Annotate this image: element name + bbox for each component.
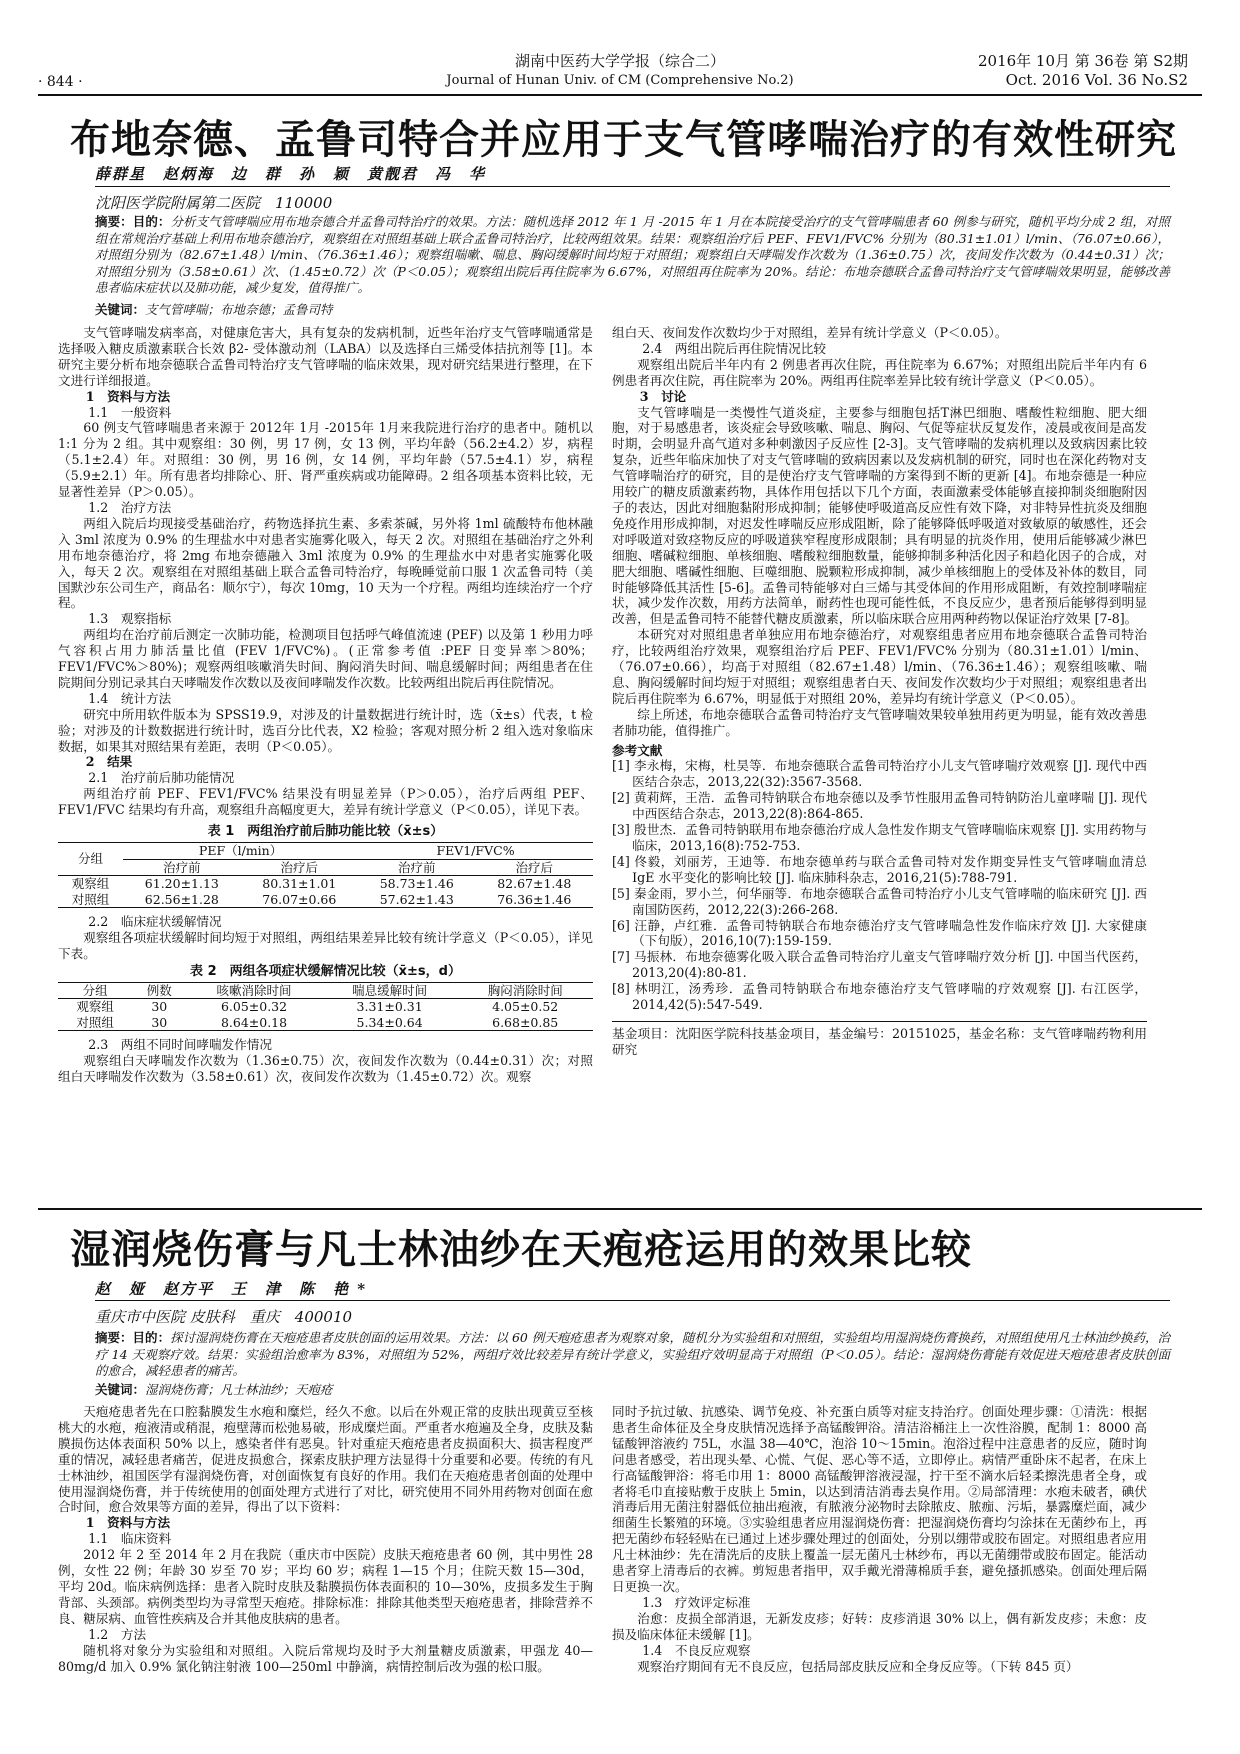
table2 — [58, 982, 593, 1032]
section-heading: 1.3 疗效评定标准 — [642, 1594, 751, 1610]
paragraph: 观察组各项症状缓解时间均短于对照组，两组结果差异比较有统计学意义（P＜0.05），详见下表。 — [58, 930, 593, 961]
article2-abstract — [95, 1330, 1170, 1380]
reference-item: [6] 汪静，卢红雅．孟鲁司特钠联合布地奈德治疗支气管哮喘急性发作临床疗效 [J]. 大家健康（下旬版），2016,10(7):159-159. — [612, 917, 1147, 949]
page-number: · 844 · — [38, 74, 83, 90]
article2-authors: 赵 娅 赵方平 王 津 陈 艳 * — [95, 1280, 368, 1298]
article2-left-body — [58, 1404, 593, 1674]
table-row — [58, 876, 593, 892]
abstract-text: 分析支气管哮喘应用布地奈德合并孟鲁司特治疗的效果。方法：随机选择 2012 年 1 月 -2015 年 1 月在本院接受治疗的支气管哮喘患者 60 例参与研究，随机平均分成 2 组，对照组在常规治疗基础上利用布地奈德治疗，观察组在对照组基础上联合孟鲁司特治疗，比较两组效果。结果：观察组治疗后 PEF、FEV1/FVC% 分别为（80.31±1.01）l/min、（76.07±0.66），对照组分别为（82.67±1.48）l/min、（76.36±1.46）；观察组喘嗽、喘息、胸闷缓解时间均短于对照组；观察组白天哮喘发作次数为（1.36±0.75）次，夜间发作次数为（0.44±0.31）次；对照组分别为（3.58±0.61）次、（1.45±0.72）次（P＜0.05）；观察组出院后再住院率为 6.67%，对照组再住院率为 20%。结论：布地奈德联合孟鲁司特治疗支气管哮喘效果明显，能够改善患者临床症状以及肺功能，减少复发，值得推广。 — [95, 214, 1170, 295]
article2-author-rule — [95, 1300, 1170, 1301]
section-heading: 3 讨论 — [639, 388, 687, 404]
table1-header-group: 分组 — [58, 843, 123, 876]
section-heading: 2.3 两组不同时间哮喘发作情况 — [88, 1037, 272, 1053]
article2-keywords — [95, 1382, 1170, 1398]
table1-header-before: 治疗前 — [163, 859, 201, 875]
article1-abstract — [95, 214, 1170, 297]
abstract-label: 摘要：目的： — [95, 1330, 171, 1345]
paragraph: 2012 年 2 至 2014 年 2 月在我院（重庆市中医院）皮肤天疱疮患者 60 例，其中男性 28 例，女性 22 例；年龄 30 岁至 70 岁；平均 60 岁；病程 1—15 个月；住院天数 15—30d，平均 20d。临床病例选择：患者入院时皮肤及黏膜损伤体表面积的 10—30%，皮损多发生于胸背部、头颈部。病例类型均为寻常型天疱疮。排除标准：排除其他类型天疱疮患者，排除营养不良、糖尿病、血管性疾病及合并其他皮肤病的患者。 — [58, 1547, 593, 1626]
table-row — [58, 999, 593, 1015]
paragraph: 支气管哮喘发病率高，对健康危害大，具有复杂的发病机制，近些年治疗支气管哮喘通常是选择吸入糖皮质激素联合长效 β2- 受体激动剂（LABA）以及选择白三烯受体拮抗剂等 [1]。本研究主要分析布地奈德联合孟鲁司特治疗支气管哮喘的临床效果，现对研究结果进行整理，在下文进行详细报道。 — [58, 325, 593, 388]
running-header-issue — [978, 52, 1188, 90]
table-row — [58, 892, 593, 908]
issue-en: Oct. 2016 Vol. 36 No.S2 — [1005, 71, 1188, 89]
table-cell: 5.34±0.64 — [356, 1014, 423, 1030]
reference-item: [5] 秦金雨，罗小兰，何华丽等．布地奈德联合孟鲁司特治疗小儿支气管哮喘的临床研究 [J]. 西南国防医药，2012,22(3):266-268. — [612, 885, 1147, 917]
paragraph: 研究中所用软件版本为 SPSS19.9，对涉及的计量数据进行统计时，选（x̄±s）代表，t 检验；对涉及的计数数据进行统计时，选百分比代表，X2 检验；客观对照分析 2 组入选对象临床数据，如果其对照结果有差距，表明（P＜0.05）。 — [58, 706, 593, 754]
reference-item: [7] 马振林．布地奈德雾化吸入联合孟鲁司特治疗儿童支气管哮喘疗效分析 [J]. 中国当代医药，2013,20(4):80-81. — [612, 949, 1147, 981]
fund-note: 基金项目：沈阳医学院科技基金项目，基金编号：20151025，基金名称：支气管哮喘药物利用研究 — [612, 1021, 1147, 1058]
section-heading: 1.4 不良反应观察 — [642, 1642, 751, 1658]
article1-title: 布地奈德、孟鲁司特合并应用于支气管哮喘治疗的有效性研究 — [70, 117, 1177, 163]
paragraph: 随机将对象分为实验组和对照组。入院后常规均及时予大剂量糖皮质激素，甲强龙 40—80mg/d 加入 0.9% 氯化钠注射液 100—250ml 中静滴，病情控制后改为强的松口服。 — [58, 1642, 593, 1674]
table-cell: 80.31±1.01 — [262, 876, 337, 892]
paragraph: 同时予抗过敏、抗感染、调节免疫、补充蛋白质等对症支持治疗。创面处理步骤：①清洗：根据患者生命体征及全身皮肤情况选择予高锰酸钾浴。清洁浴桶注上一次性浴膜，配制 1：8000 高锰酸钾溶液约 75L，水温 38—40℃，泡浴 10～15min。泡浴过程中注意患者的反应，随时询问患者感受，若出现头晕、心慌、气促、恶心等不适，立即停止。病情严重卧床不起者，在床上行高锰酸钾浴：将毛巾用 1：8000 高锰酸钾溶液浸湿，拧干至不滴水后轻柔擦洗患者全身，或者将毛巾直接贴敷于皮肤上 5min，以达到清洁消毒去臭作用。②局部清理：水疱未破者，碘伏消毒后用无菌注射器低位抽出疱液，有脓液分泌物时去除脓皮、脓痂、污垢，暴露糜烂面，减少细菌生长繁殖的环境。③实验组患者应用湿润烧伤膏：把湿润烧伤膏均匀涂抹在无菌纱布上，再把无菌纱布轻轻贴在已通过上述步骤处理过的创面处，分别以绷带或胶布固定。对照组患者应用凡士林油纱：先在清洗后的皮肤上覆盖一层无菌凡士林纱布，再以无菌绷带或胶布固定。能活动患者穿上清毒后的衣裤。剪短患者指甲，双手戴光滑薄棉质手套，避免搔抓感染。创面处理后隔日更换一次。 — [612, 1404, 1147, 1594]
section-heading: 1.2 治疗方法 — [88, 499, 172, 515]
section-heading: 1.2 方法 — [88, 1626, 147, 1642]
journal-name-en: Journal of Hunan Univ. of CM (Comprehensive No.2) — [446, 73, 794, 88]
journal-name-cn: 湖南中医药大学学报（综合二） — [514, 52, 725, 70]
paragraph: 支气管哮喘是一类慢性气道炎症，主要参与细胞包括T淋巴细胞、嗜酸性粒细胞、肥大细胞，对于易感患者，该炎症会导致咳嗽、喘息、胸闷、气促等症状反复发作，凌晨或夜间是高发时期，会明显升高气道对多种刺激因子反应性 [2-3]。支气管哮喘的发病机理以及致病因素比较复杂，近些年临床加快了对支气管哮喘的致病因素以及发病机制的研究，同时也在深化药物对支气管哮喘治疗的研究，目的是使治疗支气管哮喘的方案得到不断的更新 [4]。布地奈德是一种应用较广的糖皮质激素药物，具体作用包括以下几个方面，表面激素受体能够直接抑制炎细胞附因子的表达，因此对细胞黏附形成抑制；能够使呼吸道高反应性有效下降，对非特异性抗炎及细胞免疫作用形成抑制，对迟发性哮喘反应形成阻断，除了能够降低呼吸道对致敏原的敏感性，还会对呼吸道对致痉物反应的呼吸道狭窄程度形成限制；具有明显的抗炎作用，使用后能够减少淋巴细胞、嗜碱粒细胞、单核细胞、嗜酸粒细胞数量，能够抑制多种活化因子和趋化因子的合成，对肥大细胞、嗜碱性细胞、巨噬细胞、脱颗粒形成抑制，减少单核细胞上的受体及补体的数目，同时能够降低其活性 [5-6]。孟鲁司特能够对白三烯与其受体间的作用形成阻断，有效控制哮喘症状，减少发作次数，用药方法简单，耐药性也现可能性低，不良反应少，患者预后能够得到明显改善，但是孟鲁司特不能替代糖皮质激素，所以临床联合应用两种药物以保证治疗效果 [7-8]。 — [612, 404, 1147, 627]
table2-header: 胸闷消除时间 — [487, 982, 563, 998]
article1-keywords — [95, 302, 1170, 318]
section-heading: 2.1 治疗前后肺功能情况 — [88, 770, 235, 786]
table2-header: 分组 — [82, 982, 108, 998]
reference-item: [1] 李永梅，宋梅，杜昊等．布地奈德联合孟鲁司特治疗小儿支气管哮喘疗效观察 [J]. 现代中西医结合杂志，2013,22(32):3567-3568. — [612, 758, 1147, 790]
table1-header-pef: PEF（l/min） — [123, 843, 358, 860]
table-cell: 58.73±1.46 — [379, 876, 454, 892]
table-cell: 6.68±0.85 — [492, 1014, 559, 1030]
section-heading: 2 结果 — [85, 754, 133, 770]
table2-header: 喘息缓解时间 — [352, 982, 428, 998]
article2-left-column — [58, 1404, 593, 1674]
article2-right-column — [612, 1404, 1147, 1674]
article2-title: 湿润烧伤膏与凡士林油纱在天疱疮运用的效果比较 — [70, 1227, 972, 1273]
paragraph: 两组均在治疗前后测定一次肺功能，检测项目包括呼气峰值流速 (PEF) 以及第 1 秒用力呼气容积占用力肺活量比值 (FEV 1/FVC%)。(正常参考值 :PEF 日变异率＞80%；FEV1/FVC%＞80%)；观察两组咳嗽消失时间、胸闷消失时间、喘息缓解时间；两组患者在住院期间分别记录其白天哮喘发作次数以及夜间哮喘发作次数。比较两组出院后再住院情况。 — [58, 627, 593, 690]
table2-caption: 表 2 两组各项症状缓解情况比较（x̄±s，d） — [190, 963, 461, 979]
keywords-text: 湿润烧伤膏；凡士林油纱；天疱疮 — [145, 1382, 333, 1397]
paragraph: 观察组出院后半年内有 2 例患者再次住院，再住院率为 6.67%；对照组出院后半年内有 6 例患者再次住院，再住院率为 20%。两组再住院率差异比较有统计学意义（P＜0.05）。 — [612, 356, 1147, 388]
article1-left-column — [58, 325, 593, 1085]
table1-header-fev: FEV1/FVC% — [358, 843, 593, 860]
table1 — [58, 842, 593, 908]
reference-item: [8] 林明江，汤秀珍．孟鲁司特钠联合布地奈德治疗支气管哮喘的疗效观察 [J]. 右江医学，2014,42(5):547-549. — [612, 981, 1147, 1013]
issue-cn: 2016年 10月 第 36卷 第 S2期 — [977, 52, 1188, 70]
paragraph: 观察组白天哮喘发作次数为（1.36±0.75）次，夜间发作次数为（0.44±0.31）次；对照组白天哮喘发作次数为（3.58±0.61）次，夜间发作次数为（1.45±0.72）次。观察 — [58, 1053, 593, 1085]
table-cell: 76.36±1.46 — [497, 891, 572, 907]
table-cell: 57.62±1.43 — [379, 891, 454, 907]
paragraph: 观察治疗期间有无不良反应，包括局部皮肤反应和全身反应等。（下转 845 页） — [637, 1658, 1079, 1674]
section-heading: 2.2 临床症状缓解情况 — [88, 914, 222, 930]
reference-item: [3] 殷世杰．孟鲁司特钠联用布地奈德治疗成人急性发作期支气管哮喘临床观察 [J]. 实用药物与临床，2013,16(8):752-753. — [612, 822, 1147, 853]
section-heading: 1.3 观察指标 — [88, 611, 172, 627]
table-cell: 30 — [151, 999, 168, 1015]
section-heading: 1.1 一般资料 — [88, 404, 172, 420]
keywords-label: 关键词： — [95, 1382, 146, 1397]
paragraph: 两组入院后均现接受基础治疗，药物选择抗生素、多索茶碱，另外将 1ml 硫酸特布他林融入 3ml 浓度为 0.9% 的生理盐水中对患者实施雾化吸入，每天 2 次。对照组在基础治疗之外利用布地奈德治疗，将 2mg 布地奈德融入 3ml 浓度为 0.9% 的生理盐水中对患者实施雾化吸入，每天 2 次。观察组在对照组基础上联合孟鲁司特治疗，每晚睡觉前口服 1 次孟鲁司特（美国默沙东公司生产，商品名：顺尔宁），每次 10mg，10 天为一个疗程。两组均连续治疗一个疗程。 — [58, 515, 593, 611]
table-cell: 82.67±1.48 — [497, 876, 572, 892]
paragraph: 天疱疮患者先在口腔黏膜发生水疱和糜烂，经久不愈。以后在外观正常的皮肤出现黄豆至核桃大的水疱，疱液清或稍混，疱壁薄而松弛易破，形成糜烂面。严重者水疱遍及全身，皮肤及黏膜损伤达体表面积 50% 以上，感染者伴有恶臭。针对重症天疱疮患者皮损面积大、损害程度严重的情况，减轻患者痛苦，促进皮损愈合，探索皮肤护理方法显得十分重要和必要。传统的有凡士林油纱，祖国医学有湿润烧伤膏，对创面恢复有良好的作用。我们在天疱疮患者创面的处理中使用湿润烧伤膏，并于传统使用的创面处理方式进行了对比，研究使用不同外用药物对创面在愈合时间，愈合效果等方面的差异，得出了以下资料： — [58, 1404, 593, 1515]
table2-header: 例数 — [146, 982, 172, 998]
article1-right-body — [612, 325, 1147, 739]
section-heading: 1.4 统计方法 — [88, 690, 172, 706]
article1-left-mid — [58, 914, 593, 962]
article1-affiliation: 沈阳医学院附属第二医院 110000 — [95, 194, 333, 212]
section-heading: 1 资料与方法 — [85, 388, 171, 404]
paragraph: 组白天、夜间发作次数均少于对照组，差异有统计学意义（P＜0.05）。 — [612, 325, 1008, 340]
table1-caption: 表 1 两组治疗前后肺功能比较（x̄±s） — [207, 824, 444, 840]
table-cell: 观察组 — [76, 999, 114, 1015]
table-row — [58, 1015, 593, 1031]
paragraph: 60 例支气管哮喘患者来源于 2012年 1月 -2015年 1月来我院进行治疗的患者中。随机以 1:1 分为 2 组。其中观察组：30 例，男 17 例，女 13 例，平均年龄（56.2±4.2）岁，病程（5.1±2.4）年。对照组：30 例，男 16 例，女 14 例，平均年龄（57.5±4.1）岁，病程（5.9±2.1）年。所有患者均排除心、肝、肾严重疾病或功能障碍。2 组各项基本资料比较，无显著性差异（P＞0.05）。 — [58, 420, 593, 500]
article2-affiliation: 重庆市中医院 皮肤科 重庆 400010 — [95, 1308, 353, 1326]
article1-left-body — [58, 325, 593, 818]
table-cell: 6.05±0.32 — [220, 999, 288, 1015]
table1-header-after: 治疗后 — [515, 859, 553, 875]
table-cell: 62.56±1.28 — [144, 891, 219, 907]
reference-item: [2] 黄莉辉，王浩．孟鲁司特钠联合布地奈德以及季节性服用孟鲁司特钠防治儿童哮喘 [J]. 现代中西医结合杂志，2013,22(8):864-865. — [612, 790, 1147, 822]
article-separator — [38, 1208, 1202, 1210]
section-heading: 1.1 临床资料 — [88, 1531, 172, 1547]
paragraph: 治愈：皮损全部消退，无新发皮疹；好转：皮疹消退 30% 以上，偶有新发皮疹；未愈：皮损及临床体征未缓解 [1]。 — [612, 1610, 1147, 1642]
table2-header: 咳嗽消除时间 — [216, 982, 292, 998]
paragraph: 本研究对对照组患者单独应用布地奈德治疗，对观察组患者应用布地奈德联合孟鲁司特治疗，比较两组治疗效果，观察组治疗后 PEF、FEV1/FVC% 分别为（80.31±1.01）l/min、（76.07±0.66），均高于对照组（82.67±1.48）l/min、（76.36±1.46）；观察组咳嗽、喘息、胸闷缓解时间均短于对照组；观察组患者白天、夜间发作次数均少于对照组；观察组患者出院后再住院率为 6.67%，明显低于对照组 20%，差异均有统计学意义（P＜0.05）。 — [612, 627, 1147, 706]
references-list — [612, 758, 1147, 1013]
section-heading: 1 资料与方法 — [85, 1515, 171, 1531]
running-header-journal — [300, 52, 940, 90]
article1-authors: 薛群星 赵炳海 边 群 孙 颖 黄靓君 冯 华 — [95, 165, 487, 183]
table1-header-after: 治疗后 — [280, 859, 319, 875]
table-cell: 对照组 — [71, 891, 110, 907]
article1-left-end — [58, 1037, 593, 1085]
abstract-label: 摘要：目的： — [95, 214, 171, 229]
section-heading: 2.4 两组出院后再住院情况比较 — [642, 340, 826, 356]
paragraph: 两组治疗前 PEF、FEV1/FVC% 结果没有明显差异（P＞0.05），治疗后两组 PEF、FEV1/FVC 结果均有升高，观察组升高幅度更大，差异有统计学意义（P＜0.05），详见下表。 — [58, 786, 593, 818]
table-cell: 61.20±1.13 — [144, 876, 219, 892]
keywords-text: 支气管哮喘；布地奈德；孟鲁司特 — [145, 302, 333, 317]
reference-item: [4] 佟毅，刘丽芳，王迪等．布地奈德单药与联合孟鲁司特对发作期变异性支气管哮喘血清总 IgE 水平变化的影响比较 [J]. 临床肺科杂志，2016,21(5):788-791. — [612, 853, 1147, 885]
table-cell: 8.64±0.18 — [220, 1014, 288, 1030]
table-cell: 对照组 — [76, 1014, 114, 1030]
references-heading: 参考文献 — [612, 742, 663, 758]
abstract-text: 探讨湿润烧伤膏在天疱疮患者皮肤创面的运用效果。方法：以 60 例天疱疮患者为观察对象，随机分为实验组和对照组，实验组均用湿润烧伤膏换药，对照组使用凡士林油纱换药，治疗 14 天观察疗效。结果：实验组治愈率为 83%，对照组为 52%，两组疗效比较差异有统计学意义，实验组疗效明显高于对照组（P＜0.05）。结论：湿润烧伤膏能有效促进天疱疮患者皮肤创面的愈合，减轻患者的痛苦。 — [95, 1330, 1170, 1378]
header-rule — [38, 94, 1202, 96]
paragraph: 综上所述，布地奈德联合孟鲁司特治疗支气管哮喘效果较单独用药更为明显，能有效改善患者肺功能，值得推广。 — [612, 706, 1147, 738]
table1-header-before: 治疗前 — [398, 859, 436, 875]
article2-right-body — [612, 1404, 1147, 1674]
article1-right-column — [612, 325, 1147, 1058]
table-cell: 4.05±0.52 — [492, 999, 559, 1015]
table-cell: 观察组 — [71, 876, 110, 892]
article1-author-rule — [95, 186, 1170, 187]
table-cell: 76.07±0.66 — [262, 891, 337, 907]
keywords-label: 关键词： — [95, 302, 146, 317]
table-cell: 30 — [151, 1014, 168, 1030]
table-cell: 3.31±0.31 — [356, 999, 423, 1015]
